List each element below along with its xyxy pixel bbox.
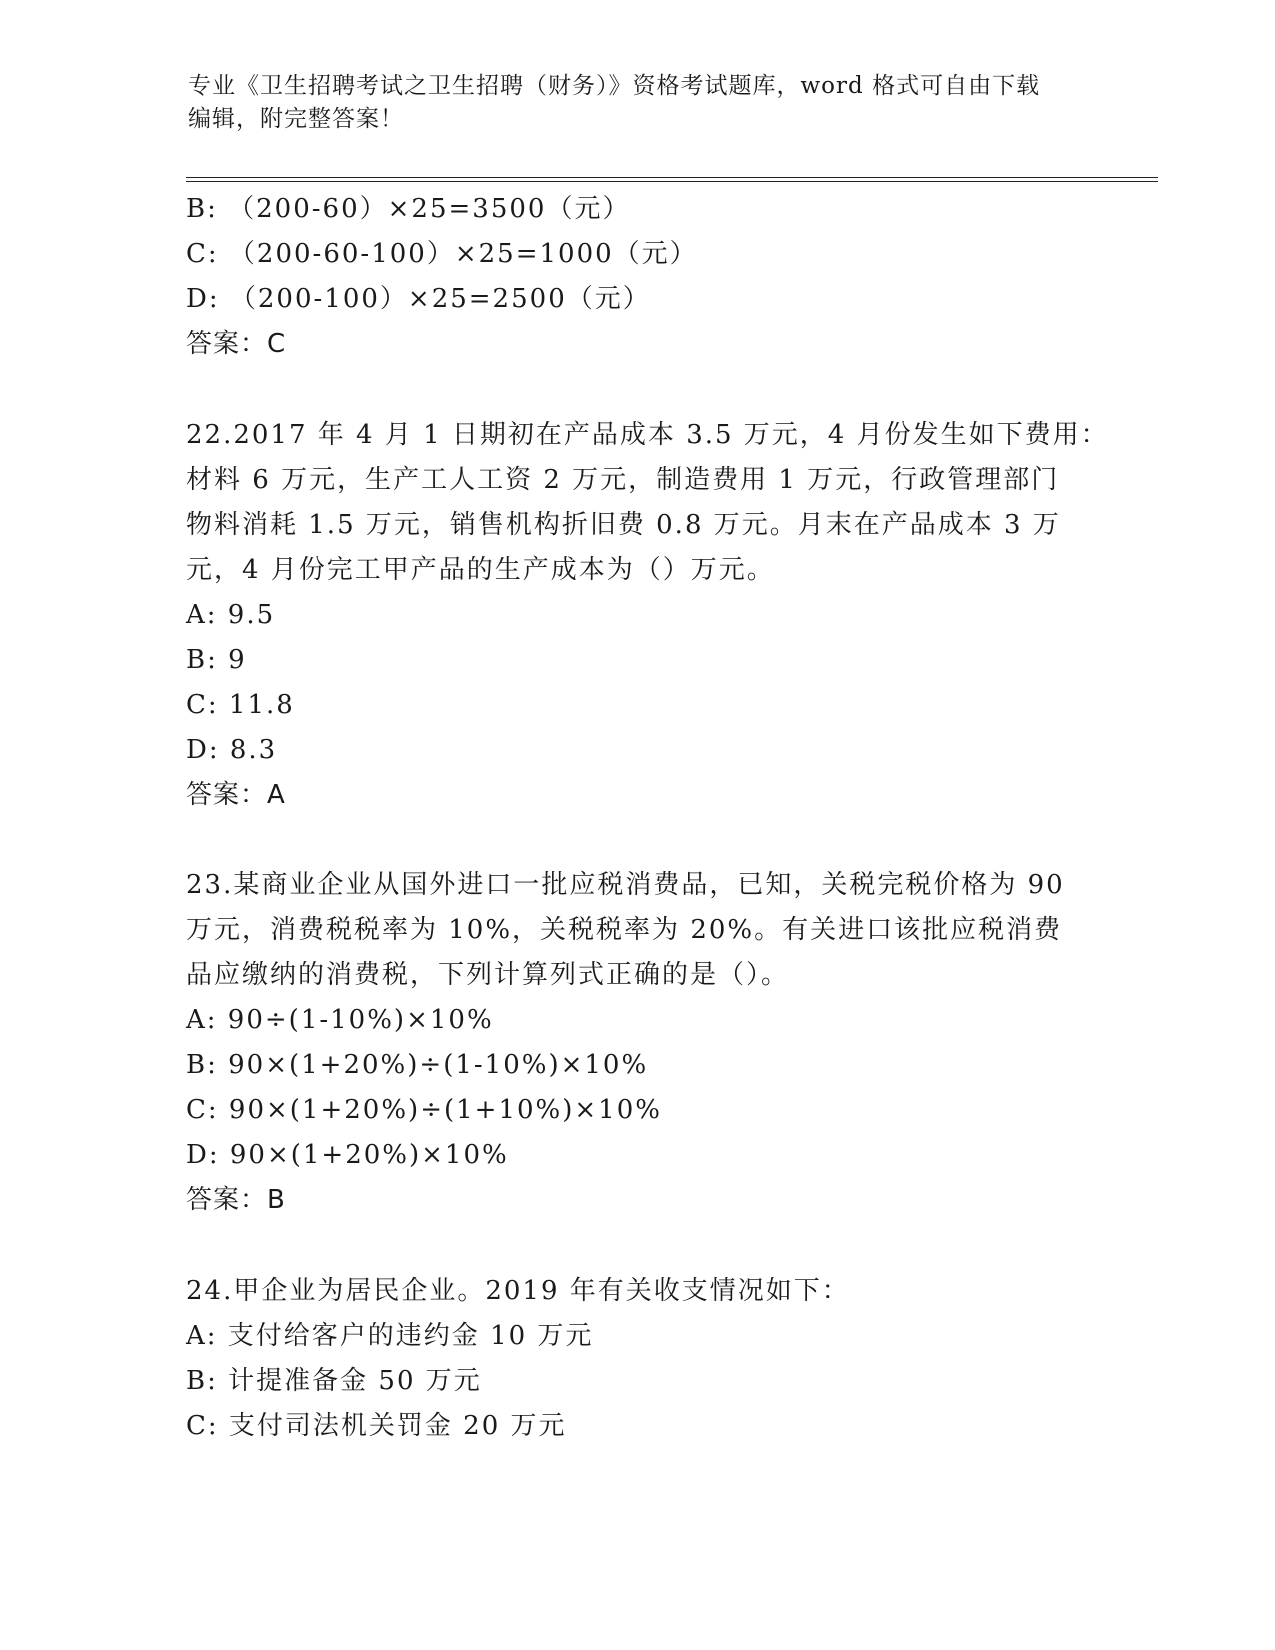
q23-option-a: A: 90÷(1-10%)×10% bbox=[186, 1005, 494, 1035]
q22-stem-line-4: 元，4 月份完工甲产品的生产成本为（）万元。 bbox=[186, 555, 775, 585]
q22-stem-line-3: 物料消耗 1.5 万元，销售机构折旧费 0.8 万元。月末在产品成本 3 万 bbox=[186, 510, 1061, 540]
q24-option-c: C: 支付司法机关罚金 20 万元 bbox=[186, 1411, 567, 1441]
q22-option-d: D: 8.3 bbox=[186, 735, 278, 765]
q23-option-b: B: 90×(1+20%)÷(1-10%)×10% bbox=[186, 1050, 649, 1080]
q24-option-b: B: 计提准备金 50 万元 bbox=[186, 1366, 482, 1396]
q23-stem-line-3: 品应缴纳的消费税，下列计算列式正确的是（）。 bbox=[186, 960, 790, 990]
q22-option-a: A: 9.5 bbox=[186, 600, 276, 630]
q23-answer: 答案：B bbox=[186, 1185, 286, 1215]
q21-option-d: D: （200-100）×25=2500（元） bbox=[186, 284, 651, 314]
header-line-1: 专业《卫生招聘考试之卫生招聘（财务）》资格考试题库，word 格式可自由下载 bbox=[188, 73, 1041, 99]
q22-stem-line-1: 22.2017 年 4 月 1 日期初在产品成本 3.5 万元，4 月份发生如下费用： bbox=[186, 420, 1109, 450]
document-header bbox=[188, 70, 1088, 136]
q22-answer: 答案：A bbox=[186, 780, 286, 810]
q23-stem-line-1: 23.某商业企业从国外进口一批应税消费品，已知，关税完税价格为 90 bbox=[186, 870, 1065, 900]
q22-option-c: C: 11.8 bbox=[186, 690, 295, 720]
header-divider-bottom bbox=[186, 181, 1158, 182]
header-divider-top bbox=[186, 177, 1158, 178]
q22-stem-line-2: 材料 6 万元，生产工人工资 2 万元，制造费用 1 万元，行政管理部门 bbox=[186, 465, 1060, 495]
q23-stem-line-2: 万元，消费税税率为 10%，关税税率为 20%。有关进口该批应税消费 bbox=[186, 915, 1063, 945]
q23-option-c: C: 90×(1+20%)÷(1+10%)×10% bbox=[186, 1095, 662, 1125]
q24-stem-line-1: 24.甲企业为居民企业。2019 年有关收支情况如下： bbox=[186, 1276, 850, 1306]
q24-option-a: A: 支付给客户的违约金 10 万元 bbox=[186, 1321, 594, 1351]
header-line-2: 编辑，附完整答案！ bbox=[188, 106, 404, 132]
q21-option-c: C: （200-60-100）×25=1000（元） bbox=[186, 239, 698, 269]
q21-answer: 答案：C bbox=[186, 329, 287, 359]
q22-option-b: B: 9 bbox=[186, 645, 247, 675]
q23-option-d: D: 90×(1+20%)×10% bbox=[186, 1140, 509, 1170]
q21-option-b: B: （200-60）×25=3500（元） bbox=[186, 194, 631, 224]
